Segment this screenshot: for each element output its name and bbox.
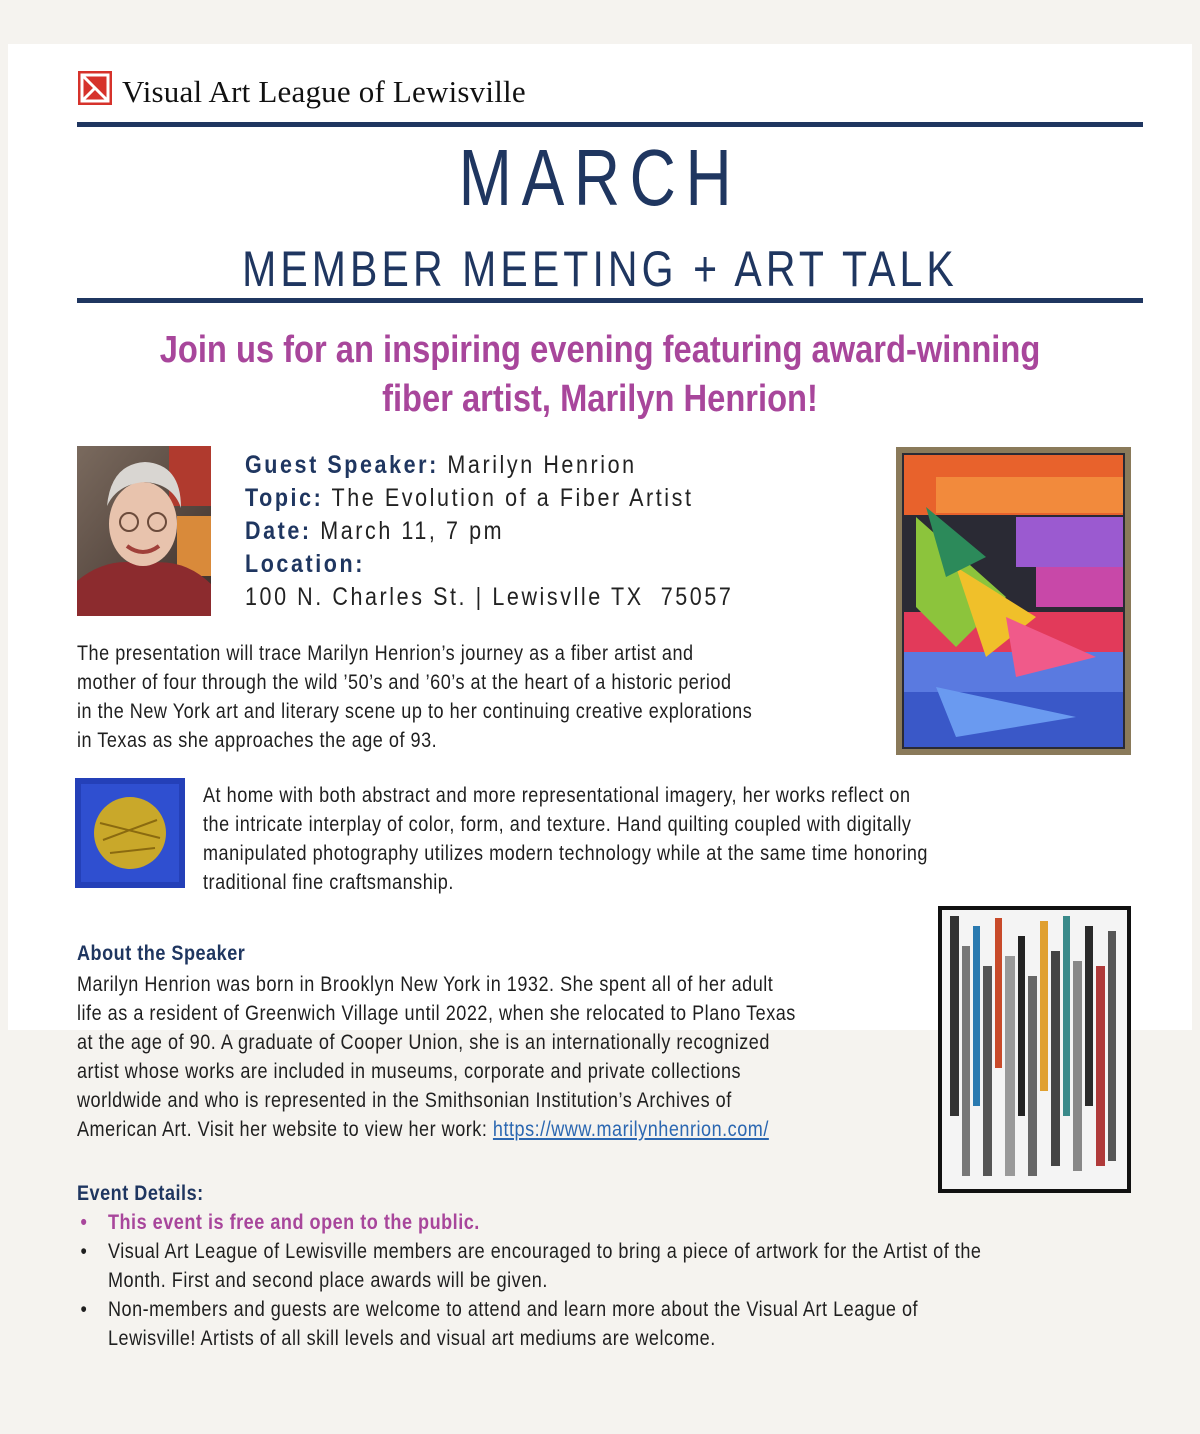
- bottom-divider: [77, 298, 1143, 303]
- bullet-icon: •: [80, 1298, 88, 1321]
- location-label: Location:: [245, 550, 365, 578]
- works-paragraph: [203, 781, 928, 897]
- artwork-quilt-colorful: [896, 447, 1131, 755]
- details-list: [77, 1208, 1129, 1353]
- topic-label: Topic:: [245, 484, 324, 512]
- presentation-line: mother of four through the wild ’50’s and ’60’s at the heart of a historic period: [77, 671, 732, 694]
- presentation-line: in the New York art and literary scene up to her continuing creative explorations: [77, 700, 753, 723]
- lead-line-2: fiber artist, Marilyn Henrion!: [382, 378, 818, 420]
- about-heading: About the Speaker: [77, 942, 246, 965]
- speaker-portrait: [77, 446, 211, 616]
- artwork-gold-circle: [75, 778, 185, 888]
- lead-text: [136, 326, 1065, 424]
- list-item: [77, 1295, 981, 1353]
- speaker-row: [245, 449, 733, 482]
- presentation-line: The presentation will trace Marilyn Henrion’s journey as a fiber artist and: [77, 642, 694, 665]
- artwork-city-strips: [938, 906, 1131, 1193]
- bullet-icon: •: [80, 1240, 88, 1263]
- date-value: March 11, 7 pm: [320, 517, 505, 545]
- topic-value: The Evolution of a Fiber Artist: [331, 484, 694, 512]
- details-item-1: This event is free and open to the public.: [107, 1211, 480, 1234]
- date-label: Date:: [245, 517, 312, 545]
- works-line: the intricate interplay of color, form, and texture. Hand quilting coupled with digitally: [203, 813, 912, 836]
- location-row: [245, 548, 733, 581]
- works-line: traditional fine craftsmanship.: [203, 871, 454, 894]
- lead-line-1: Join us for an inspiring evening featuring award-winning: [159, 329, 1041, 371]
- details-list-inner: [77, 1208, 981, 1353]
- about-line: life as a resident of Greenwich Village until 2022, when she relocated to Plano Texas: [77, 1002, 796, 1025]
- presentation-paragraph: [77, 639, 752, 755]
- about-line: worldwide and who is represented in the Smithsonian Institution’s Archives of: [77, 1089, 732, 1112]
- page-title: MARCH: [458, 133, 742, 222]
- presentation-line: in Texas as she approaches the age of 93.: [77, 729, 438, 752]
- details-heading: Event Details:: [77, 1182, 204, 1205]
- about-last-line: [77, 1115, 796, 1144]
- location-value: 100 N. Charles St. | Lewisvlle TX 75057: [245, 583, 734, 611]
- about-line: artist whose works are included in museums, corporate and private collections: [77, 1060, 742, 1083]
- bullet-icon: •: [80, 1211, 88, 1234]
- list-item: [77, 1208, 981, 1237]
- works-line: manipulated photography utilizes modern technology while at the same time honoring: [203, 842, 928, 865]
- speaker-website-link[interactable]: https://www.marilynhenrion.com/: [492, 1118, 769, 1141]
- about-line-prefix: American Art. Visit her website to view her work:: [77, 1118, 493, 1141]
- page-subtitle: MEMBER MEETING + ART TALK: [242, 241, 958, 297]
- list-item: [77, 1237, 981, 1295]
- about-line: Marilyn Henrion was born in Brooklyn New York in 1932. She spent all of her adult: [77, 973, 774, 996]
- about-line: at the age of 90. A graduate of Cooper Union, she is an internationally recognized: [77, 1031, 770, 1054]
- date-row: [245, 515, 733, 548]
- details-item-3-line-2: Lewisville! Artists of all skill levels and visual art mediums are welcome.: [107, 1327, 716, 1350]
- details-item-2-line-1: Visual Art League of Lewisville members are encouraged to bring a piece of artwork for the Artist of the: [107, 1240, 982, 1263]
- speaker-label: Guest Speaker:: [245, 451, 439, 479]
- league-name: Visual Art League of Lewisville: [122, 74, 526, 109]
- league-logo-icon: [77, 70, 113, 106]
- topic-row: [245, 482, 733, 515]
- event-info: [245, 449, 733, 614]
- details-item-2-line-2: Month. First and second place awards will be given.: [107, 1269, 548, 1292]
- top-divider: [77, 122, 1143, 127]
- details-item-3-line-1: Non-members and guests are welcome to attend and learn more about the Visual Art League of: [107, 1298, 919, 1321]
- works-line: At home with both abstract and more representational imagery, her works reflect on: [203, 784, 911, 807]
- about-paragraph: [77, 970, 796, 1144]
- speaker-value: Marilyn Henrion: [447, 451, 637, 479]
